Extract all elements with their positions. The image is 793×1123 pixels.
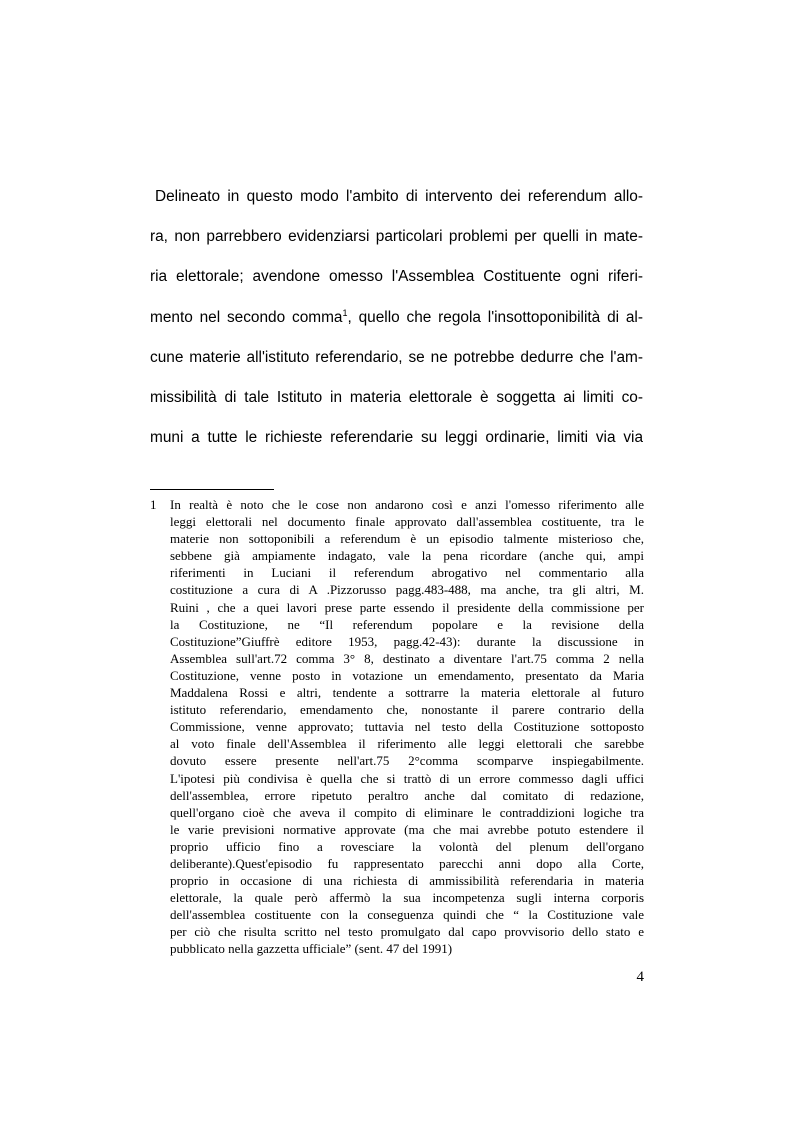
footnote-body — [170, 496, 644, 958]
footnote-line: riferimenti in Luciani il referendum abrogativo nel commentario alla — [170, 565, 644, 581]
footnote-line: Costituzione, venne posto in votazione un emendamento, presentato da Maria — [170, 667, 644, 683]
main-text-line: ria elettorale; avendone omesso l'Assemblea Costituente ogni riferi- — [150, 268, 643, 286]
footnote-line: dovuto essere presente nell'art.75 2°comma scomparve inspiegabilmente. — [170, 753, 644, 769]
footnote-line: pubblicato nella gazzetta ufficiale” (sent. 47 del 1991) — [170, 941, 453, 957]
footnote-line: la Costituzione, ne “Il referendum popolare e la revisione della — [170, 616, 644, 632]
footnote-line: deliberante).Quest'episodio fu rappresentato parecchi anni dopo alla Corte, — [170, 855, 644, 871]
footnote-reference[interactable]: 1 — [342, 307, 348, 318]
main-text-line-with-footnote-reference — [150, 301, 643, 341]
footnote-line: materie non sottoponibili a referendum è un episodio talmente misterioso che, — [170, 531, 644, 547]
footnote-line: le varie previsioni normative approvate (ma che mai avrebbe potuto estendere il — [170, 821, 644, 837]
footnote-line: elettorale, la quale però affermò la sua incompetenza sugli interna corporis — [170, 890, 644, 906]
main-text-line: ra, non parrebbero evidenziarsi particolari problemi per quelli in mate- — [150, 228, 643, 246]
footnote-line: sebbene già ampiamente indagato, vale la pena ricordare (anche qui, ampi — [170, 548, 644, 564]
footnote-line: Costituzione”Giuffrè editore 1953, pagg.42-43): durante la discussione in — [170, 633, 644, 649]
main-text-line: Delineato in questo modo l'ambito di intervento dei referendum allo- — [155, 188, 643, 205]
main-text-fragment: , quello che regola l'insottoponibilità di al- — [347, 308, 643, 326]
page-number: 4 — [636, 969, 644, 985]
footnote-line: leggi elettorali nel documento finale approvato dall'assemblea costituente, tra le — [170, 514, 644, 530]
footnote-line: dell'assemblea, errore ripetuto peraltro anche dal comitato di redazione, — [170, 787, 644, 803]
footnote-line: Maddalena Rossi e altri, tendente a sottrarre la materia elettorale al futuro — [170, 685, 644, 701]
footnote-line: proprio in occasione di una richiesta di ammissibilità referendaria in materia — [170, 873, 644, 889]
footnote-line: dell'assemblea costituente con la conseguenza quindi che “ la Costituzione vale — [170, 907, 644, 923]
footnote-line: Commissione, venne approvato; tuttavia nel testo della Costituzione sottoposto — [170, 719, 644, 735]
footnote-line: al voto finale dell'Assemblea il riferimento alle leggi elettorali che sarebbe — [170, 736, 644, 752]
main-text-fragment: mento nel secondo comma — [150, 308, 343, 326]
footnote-line: L'ipotesi più condivisa è quella che si trattò di un errore commesso dagli uffici — [170, 770, 644, 786]
main-text-line: cune materie all'istituto referendario, se ne potrebbe dedurre che l'am- — [150, 348, 643, 366]
footnote-line: Ruini , che a quei lavori prese parte essendo il presidente della commissione per — [170, 599, 644, 615]
main-text-line: missibilità di tale Istituto in materia elettorale è soggetta ai limiti co- — [150, 388, 643, 406]
footnote-line: quell'organo cioè che aveva il compito di eliminare le contraddizioni logiche tra — [170, 804, 644, 820]
footnote-line: istituto referendario, emendamento che, nonostante il parere contrario della — [170, 702, 644, 718]
footnote-line: In realtà è noto che le cose non andarono così e anzi l'omesso riferimento alle — [170, 497, 644, 512]
footnote-line: per ciò che risulta scritto nel testo promulgato dal capo provvisorio dello stato e — [170, 924, 644, 940]
footnote-line: costituzione a cura di A .Pizzorusso pagg.483-488, ma anche, tra gli altri, M. — [170, 582, 644, 598]
footnote-number: 1 — [150, 497, 157, 512]
footnote-line: Assemblea sull'art.72 comma 3° 8, destinato a diventare l'art.75 comma 2 nella — [170, 650, 644, 666]
footnote-line: proprio ufficio fino a rovesciare la volontà del plenum dell'organo — [170, 838, 644, 854]
main-body-text — [150, 180, 643, 461]
main-text-line: muni a tutte le richieste referendarie su leggi ordinarie, limiti via via — [150, 429, 643, 447]
footnote-separator — [150, 489, 274, 490]
